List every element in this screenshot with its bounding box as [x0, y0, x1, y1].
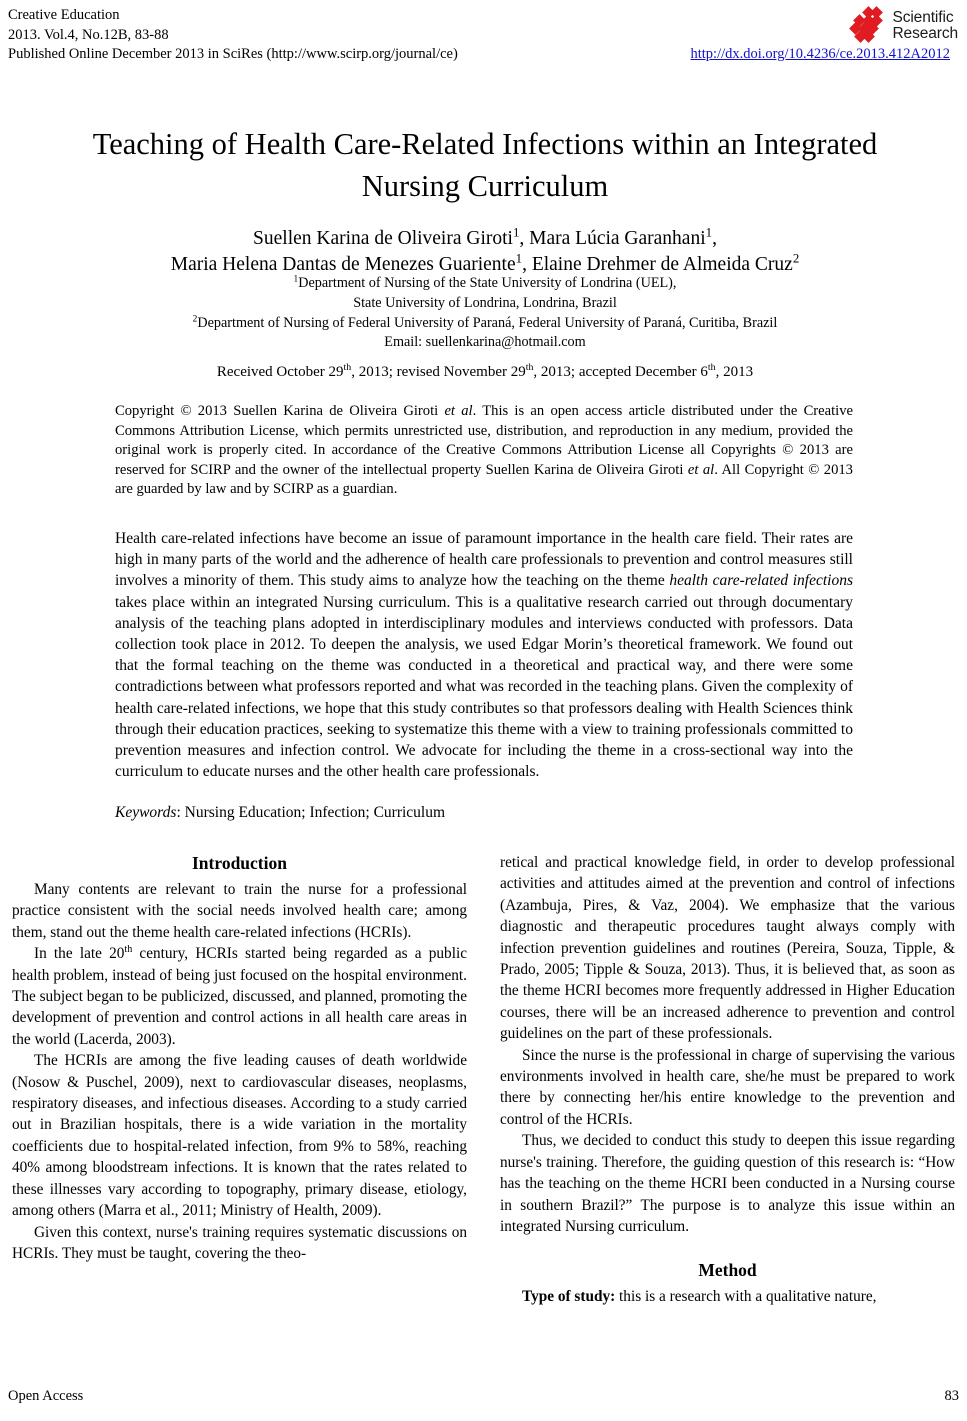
keywords-value: : Nursing Education; Infection; Curriculum [176, 804, 446, 821]
intro-paragraph-5: Since the nurse is the professional in charge of supervising the various environments involved in health care, she/he must be prepared to work there by connecting her/his entire knowledge to the prevention and control of the HCRIs. [500, 1046, 955, 1128]
column-right [500, 852, 955, 1308]
intro-paragraph-1: Many contents are relevant to train the nurse for a professional practice consistent with the social needs involved health care; among them, stand out the theme health care-related infections (HCRIs). [12, 881, 467, 941]
affiliation-1: $^1$Department of Nursing of the State University of Londrina (UEL), [293, 274, 677, 291]
copyright-notice: Copyright © 2013 Suellen Karina de Oliveira Giroti et al. This is an open access article distributed under the Creative Commons Attribution License, which permits unrestricted use, distribution, and reproduction in any medium, provided the original work is properly cited. In accordance of the Creative Commons Attribution License all Copyrights © 2013 are reserved for SCIRP and the owner of the intellectual property Suellen Karina de Oliveira Giroti et al. All Copyright © 2013 are guarded by law and by SCIRP as a guardian. [115, 403, 853, 498]
masthead [8, 6, 958, 74]
intro-paragraph-2: In the late 20th century, HCRIs started being regarded as a public health problem, instead of being just focused on the hospital environment. The subject began to be publicized, discussed, and planned, promoting the development of prevention and control actions in all health care areas in the world (Lacerda, 2003). [12, 944, 467, 1048]
method-lead-label: Type of study: [522, 1288, 616, 1306]
abstract-italic-phrase: health care-related infections [669, 572, 854, 590]
intro-paragraph-6: Thus, we decided to conduct this study to deepen this issue regarding nurse's training. Therefore, the guiding question of this research is: “How has the teaching on the theme HCRI been conducted in a Nursing course in southern Brazil?” The purpose is to analyze this issue within an integrated Nursing curriculum. [500, 1132, 955, 1235]
intro-paragraph-3: The HCRIs are among the five leading causes of death worldwide (Nosow & Puschel, 2009), next to cardiovascular diseases, neoplasms, respiratory diseases, and infectious diseases. According to a study carried out in Brazilian hospitals, there is a wide variation in the mortality coefficients due to hospital-related infection, from 9% to 58%, reaching 40% among bloodstream infections. It is known that the rates related to these illnesses vary according to topography, primary disease, etiology, among others (Marra et al., 2011; Ministry of Health, 2009). [12, 1052, 467, 1220]
abstract: Health care-related infections have become an issue of paramount importance in the health care field. Their rates are high in many parts of the world and the adherence of health care professionals to prevention and control measures still involves a minority of them. This study aims to analyze how the teaching on the theme health care-related infections takes place within an integrated Nursing curriculum. This is a qualitative research carried out through documentary analysis of the teaching plans adopted in interdisciplinary modules and interviews conducted with professors. Data collection took place in 2012. To deepen the analysis, we used Edgar Morin’s theoretical framework. We found out that the formal teaching on the theme was conducted in a theoretical and practical way, and there were some contradictions between what professors reported and what was recorded in the teaching plans. Given the complexity of health care-related infections, we hope that this study contributes so that professors dealing with Health Sciences think through their education practices, seeking to systematize this theme with a view to training professionals committed to prevention measures and infection control. We advocate for including the theme in a cross-sectional way into the curriculum to educate nurses and the other health care professionals. [115, 530, 854, 781]
logo-wordmark [892, 10, 958, 43]
author-line-1: Suellen Karina de Oliveira Giroti$^1$, Mara Lúcia Garanhani$^1$, [253, 225, 717, 249]
page-number: 83 [944, 1388, 959, 1404]
contact-email: Email: suellenkarina@hotmail.com [384, 334, 586, 351]
intro-paragraph-4: Given this context, nurse's training requires systematic discussions on HCRIs. They must be taught, covering the theo- [12, 1223, 467, 1262]
author-list [70, 226, 900, 277]
publication-dates: Received October 29th, 2013; revised November 29th, 2013; accepted December 6th, 2013 [216, 362, 754, 380]
method-lead-text: this is a research with a qualitative nature, [615, 1288, 877, 1306]
body-columns [8, 852, 959, 1362]
method-paragraph-1 [500, 1286, 955, 1307]
scientific-research-logo [851, 6, 958, 46]
heading-introduction: Introduction [192, 853, 287, 873]
journal-info [8, 6, 458, 65]
logo-line-research: Research [892, 25, 958, 42]
page-footer [8, 1387, 959, 1405]
keywords-label: Keywords [115, 804, 177, 821]
affiliation-2: $^2$Department of Nursing of Federal University of Paraná, Federal University of Paraná, Curitiba, Brazil [192, 313, 778, 331]
journal-published: Published Online December 2013 in SciRes (http://www.scirp.org/journal/ce) [8, 46, 458, 62]
keywords-line [115, 802, 853, 823]
column-left [12, 852, 467, 1264]
doi-link[interactable]: http://dx.doi.org/10.4236/ce.2013.412A2012 [690, 46, 950, 62]
author-line-2: Maria Helena Dantas de Menezes Guariente$^1$, Elaine Drehmer de Almeida Cruz$^2$ [170, 251, 800, 275]
paper-title: Teaching of Health Care-Related Infections within an Integrated Nursing Curriculum [92, 127, 878, 204]
logo-line-scientific: Scientific [892, 8, 954, 26]
journal-volume: 2013. Vol.4, No.12B, 83-88 [8, 26, 169, 43]
affiliations [70, 274, 900, 353]
intro-paragraph-continued: retical and practical knowledge field, in order to develop professional activities and attitudes aimed at the prevention and control of infections (Azambuja, Pires, & Vaz, 2004). We emphasize that the various diagnostic and therapeutic procedures taught always comply with infection prevention guidelines and routines (Pereira, Souza, Tipple, & Prado, 2005; Tipple & Souza, 2013). Thus, it is believed that, as soon as the theme HCRI becomes more frequently addressed in Higher Education courses, there will be an increased adherence to prevention and control guidelines on the part of these professionals. [500, 854, 955, 1043]
heading-method: Method [698, 1260, 757, 1281]
diamond-grid-icon [851, 7, 889, 45]
journal-name: Creative Education [8, 7, 120, 23]
affiliation-1b: State University of Londrina, Londrina, Brazil [353, 294, 617, 311]
open-access-label: Open Access [8, 1388, 84, 1404]
